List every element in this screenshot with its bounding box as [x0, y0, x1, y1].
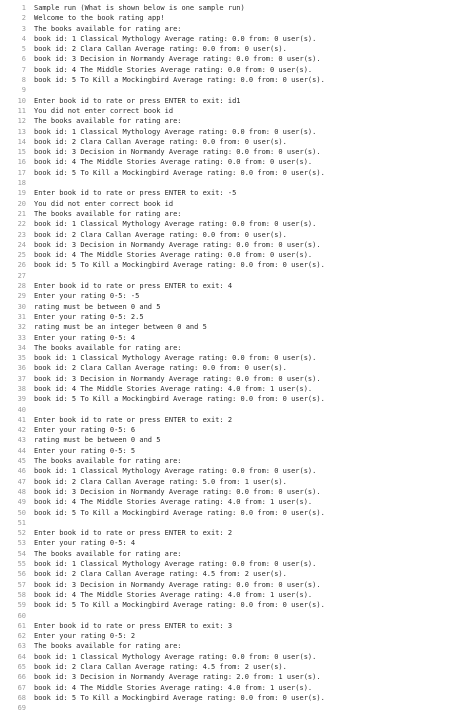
code-line [0, 96, 466, 106]
line-text: book id: 5 To Kill a Mockingbird Average rating: 0.0 from: 0 user(s). [34, 261, 325, 270]
line-number: 49 [17, 498, 26, 507]
line-number: 47 [17, 477, 26, 486]
line-text [26, 405, 34, 415]
line-number: 27 [17, 271, 26, 280]
code-line [0, 281, 466, 291]
line-number: 11 [17, 106, 26, 115]
line-text: book id: 3 Decision in Normandy Average rating: 0.0 from: 0 user(s). [34, 148, 321, 157]
line-number: 46 [17, 467, 26, 476]
line-number: 36 [17, 364, 26, 373]
line-text: book id: 1 Classical Mythology Average rating: 0.0 from: 0 user(s). [34, 354, 317, 363]
code-line [0, 363, 466, 373]
code-line [0, 302, 466, 312]
line-text: Enter your rating 0-5: 5 [34, 446, 136, 455]
line-text: The books available for rating are: [34, 117, 182, 126]
line-text [26, 611, 34, 621]
line-number: 9 [21, 86, 26, 95]
line-text: Enter book id to rate or press ENTER to exit: 2 [34, 415, 233, 424]
line-number: 33 [17, 333, 26, 342]
line-text: The books available for rating are: [34, 24, 182, 33]
line-text: Enter your rating 0-5: 4 [34, 333, 136, 342]
code-line [0, 394, 466, 404]
line-text: book id: 2 Clara Callan Average rating: 5.0 from: 1 user(s). [34, 477, 287, 486]
line-number: 29 [17, 292, 26, 301]
line-text: Enter book id to rate or press ENTER to exit: id1 [34, 96, 241, 105]
line-text: book id: 4 The Middle Stories Average rating: 0.0 from: 0 user(s). [34, 65, 313, 74]
line-number: 48 [17, 487, 26, 496]
code-line [0, 333, 466, 343]
line-number: 45 [17, 457, 26, 466]
line-text: book id: 3 Decision in Normandy Average rating: 0.0 from: 0 user(s). [34, 580, 321, 589]
code-line [0, 3, 466, 13]
line-text: The books available for rating are: [34, 549, 182, 558]
line-text: book id: 3 Decision in Normandy Average rating: 0.0 from: 0 user(s). [34, 374, 321, 383]
line-text: Enter book id to rate or press ENTER to exit: 2 [34, 529, 233, 538]
line-text: book id: 4 The Middle Stories Average rating: 4.0 from: 1 user(s). [34, 683, 313, 692]
line-text: rating must be between 0 and 5 [34, 302, 161, 311]
line-number: 16 [17, 158, 26, 167]
line-number: 32 [17, 323, 26, 332]
line-number: 17 [17, 168, 26, 177]
line-text: The books available for rating are: [34, 457, 182, 466]
code-line [0, 291, 466, 301]
line-text: Sample run (What is shown below is one sample run) [34, 4, 245, 12]
code-line [0, 147, 466, 157]
code-line [0, 65, 466, 75]
line-text: Enter your rating 0-5: 6 [34, 426, 136, 435]
line-number: 34 [17, 343, 26, 352]
line-number: 44 [17, 446, 26, 455]
code-line [0, 343, 466, 353]
line-text: book id: 4 The Middle Stories Average rating: 4.0 from: 1 user(s). [34, 384, 313, 393]
line-text: book id: 1 Classical Mythology Average rating: 0.0 from: 0 user(s). [34, 34, 317, 43]
line-text: book id: 2 Clara Callan Average rating: 0.0 from: 0 user(s). [34, 137, 287, 146]
line-number: 60 [17, 611, 26, 620]
code-line [0, 353, 466, 363]
line-number: 51 [17, 518, 26, 527]
line-number: 28 [17, 282, 26, 291]
line-number: 68 [17, 693, 26, 702]
line-number: 38 [17, 384, 26, 393]
line-text: Enter your rating 0-5: -5 [34, 292, 140, 301]
code-line [0, 538, 466, 548]
line-text: book id: 2 Clara Callan Average rating: 4.5 from: 2 user(s). [34, 663, 287, 671]
code-line [0, 425, 466, 435]
line-text: book id: 1 Classical Mythology Average rating: 0.0 from: 0 user(s). [34, 127, 317, 136]
code-line [0, 569, 466, 579]
code-line [0, 34, 466, 44]
code-line [0, 54, 466, 64]
line-number: 4 [21, 34, 26, 43]
line-number: 67 [17, 683, 26, 692]
line-number: 22 [17, 220, 26, 229]
line-number: 3 [21, 24, 26, 33]
code-line [0, 271, 466, 281]
line-number: 61 [17, 621, 26, 630]
code-line [0, 127, 466, 137]
line-text: You did not enter correct book id [34, 199, 174, 208]
line-number: 7 [21, 65, 26, 74]
line-number: 58 [17, 590, 26, 599]
code-line [0, 683, 466, 693]
line-text: book id: 1 Classical Mythology Average rating: 0.0 from: 0 user(s). [34, 560, 317, 569]
line-text: book id: 2 Clara Callan Average rating: 4.5 from: 2 user(s). [34, 570, 287, 579]
line-text: Enter your rating 0-5: 4 [34, 539, 136, 548]
line-text: book id: 3 Decision in Normandy Average rating: 2.0 from: 1 user(s). [34, 673, 321, 682]
line-text: Enter your rating 0-5: 2 [34, 632, 136, 641]
line-number: 42 [17, 426, 26, 435]
line-number: 55 [17, 560, 26, 569]
line-text: The books available for rating are: [34, 343, 182, 352]
code-line [0, 44, 466, 54]
code-line [0, 528, 466, 538]
code-line [0, 559, 466, 569]
line-number: 56 [17, 570, 26, 579]
line-number: 63 [17, 642, 26, 651]
code-line [0, 477, 466, 487]
line-text: book id: 4 The Middle Stories Average rating: 4.0 from: 1 user(s). [34, 498, 313, 507]
line-text [26, 271, 34, 281]
line-text: book id: 3 Decision in Normandy Average rating: 0.0 from: 0 user(s). [34, 487, 321, 496]
code-line [0, 188, 466, 198]
line-text: book id: 4 The Middle Stories Average rating: 4.0 from: 1 user(s). [34, 590, 313, 599]
code-line [0, 85, 466, 95]
code-line [0, 209, 466, 219]
line-text: book id: 1 Classical Mythology Average rating: 0.0 from: 0 user(s). [34, 652, 317, 661]
line-text: book id: 5 To Kill a Mockingbird Average rating: 0.0 from: 0 user(s). [34, 395, 325, 404]
code-line [0, 621, 466, 631]
line-text: book id: 5 To Kill a Mockingbird Average rating: 0.0 from: 0 user(s). [34, 601, 325, 610]
line-text: Enter book id to rate or press ENTER to exit: 3 [34, 621, 233, 630]
code-line [0, 116, 466, 126]
code-line [0, 446, 466, 456]
code-line [0, 415, 466, 425]
line-text: book id: 5 To Kill a Mockingbird Average rating: 0.0 from: 0 user(s). [34, 76, 325, 85]
line-number: 41 [17, 415, 26, 424]
line-number: 30 [17, 302, 26, 311]
code-line [0, 497, 466, 507]
code-line [0, 240, 466, 250]
line-text: rating must be an integer between 0 and 5 [34, 323, 207, 332]
line-text: Enter your rating 0-5: 2.5 [34, 312, 144, 321]
code-line [0, 178, 466, 188]
line-number: 37 [17, 374, 26, 383]
line-number: 50 [17, 508, 26, 517]
code-line [0, 600, 466, 610]
line-number: 12 [17, 117, 26, 126]
line-text: Welcome to the book rating app! [34, 14, 165, 23]
code-line [0, 693, 466, 703]
code-line [0, 703, 466, 713]
code-line [0, 374, 466, 384]
code-line [0, 250, 466, 260]
code-line [0, 487, 466, 497]
code-line [0, 312, 466, 322]
code-line [0, 590, 466, 600]
line-number: 26 [17, 261, 26, 270]
line-number: 6 [21, 55, 26, 64]
line-text: You did not enter correct book id [34, 106, 174, 115]
line-text: book id: 1 Classical Mythology Average rating: 0.0 from: 0 user(s). [34, 220, 317, 229]
code-line [0, 384, 466, 394]
code-line [0, 199, 466, 209]
code-line [0, 672, 466, 682]
line-text: book id: 4 The Middle Stories Average rating: 0.0 from: 0 user(s). [34, 158, 313, 167]
line-number: 24 [17, 240, 26, 249]
line-text [26, 518, 34, 528]
line-number: 53 [17, 539, 26, 548]
line-text: rating must be between 0 and 5 [34, 436, 161, 445]
line-text: The books available for rating are: [34, 642, 182, 651]
line-number: 23 [17, 230, 26, 239]
code-line [0, 260, 466, 270]
code-line [0, 641, 466, 651]
code-line [0, 456, 466, 466]
line-number: 2 [21, 14, 26, 23]
line-number: 64 [17, 652, 26, 661]
code-line [0, 662, 466, 672]
code-line [0, 106, 466, 116]
code-line [0, 652, 466, 662]
line-text: The books available for rating are: [34, 209, 182, 218]
line-number: 40 [17, 405, 26, 414]
line-number: 15 [17, 148, 26, 157]
code-line [0, 466, 466, 476]
code-line [0, 611, 466, 621]
line-number: 43 [17, 436, 26, 445]
line-number: 65 [17, 663, 26, 671]
code-line [0, 631, 466, 641]
line-number: 18 [17, 179, 26, 188]
line-number: 62 [17, 632, 26, 641]
line-number: 54 [17, 549, 26, 558]
line-number: 52 [17, 529, 26, 538]
line-number: 31 [17, 312, 26, 321]
code-line [0, 518, 466, 528]
line-text [26, 178, 34, 188]
code-line [0, 322, 466, 332]
line-text: book id: 5 To Kill a Mockingbird Average rating: 0.0 from: 0 user(s). [34, 508, 325, 517]
code-line [0, 24, 466, 34]
line-text: book id: 3 Decision in Normandy Average rating: 0.0 from: 0 user(s). [34, 55, 321, 64]
line-number: 19 [17, 189, 26, 198]
line-text: Enter book id to rate or press ENTER to exit: 4 [34, 282, 233, 291]
code-line [0, 508, 466, 518]
line-number: 69 [17, 704, 26, 713]
code-line [0, 13, 466, 23]
code-line [0, 157, 466, 167]
line-text: book id: 1 Classical Mythology Average rating: 0.0 from: 0 user(s). [34, 467, 317, 476]
line-number: 57 [17, 580, 26, 589]
line-number: 1 [21, 4, 26, 12]
line-number: 35 [17, 354, 26, 363]
line-text: book id: 2 Clara Callan Average rating: 0.0 from: 0 user(s). [34, 45, 287, 54]
code-line [0, 230, 466, 240]
code-line [0, 405, 466, 415]
code-line [0, 137, 466, 147]
code-line [0, 219, 466, 229]
line-text: book id: 2 Clara Callan Average rating: 0.0 from: 0 user(s). [34, 364, 287, 373]
line-number: 13 [17, 127, 26, 136]
line-number: 66 [17, 673, 26, 682]
line-text: Enter book id to rate or press ENTER to exit: -5 [34, 189, 237, 198]
line-number: 39 [17, 395, 26, 404]
code-line [0, 75, 466, 85]
line-number: 14 [17, 137, 26, 146]
code-line [0, 435, 466, 445]
line-number: 20 [17, 199, 26, 208]
code-line [0, 580, 466, 590]
line-text [26, 85, 34, 95]
line-number: 59 [17, 601, 26, 610]
line-text: book id: 5 To Kill a Mockingbird Average rating: 0.0 from: 0 user(s). [34, 693, 325, 702]
line-number: 10 [17, 96, 26, 105]
line-text: book id: 4 The Middle Stories Average rating: 0.0 from: 0 user(s). [34, 251, 313, 260]
line-number: 25 [17, 251, 26, 260]
line-text: book id: 2 Clara Callan Average rating: 0.0 from: 0 user(s). [34, 230, 287, 239]
line-number: 5 [21, 45, 26, 54]
line-number: 8 [21, 76, 26, 85]
line-text: book id: 5 To Kill a Mockingbird Average rating: 0.0 from: 0 user(s). [34, 168, 325, 177]
code-line [0, 168, 466, 178]
line-text [26, 703, 34, 713]
code-line [0, 549, 466, 559]
line-number: 21 [17, 209, 26, 218]
line-text: book id: 3 Decision in Normandy Average rating: 0.0 from: 0 user(s). [34, 240, 321, 249]
